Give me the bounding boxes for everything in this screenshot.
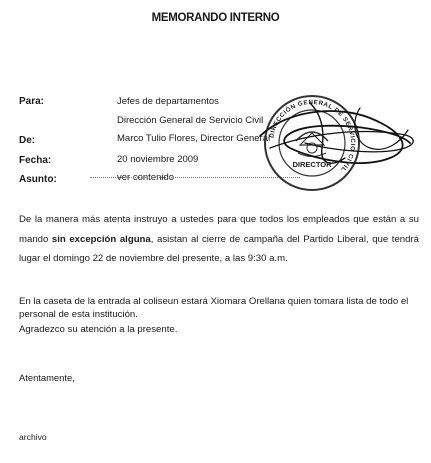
- memo-paragraph-3: Agradezco su atención a la presente.: [19, 324, 178, 335]
- seal-center-text: DIRECTOR: [292, 160, 332, 169]
- paragraph-1-text-a: De la manera más atenta instruyo a ustedes para que todos los empleados que están a su mando: [19, 214, 419, 245]
- de-value: Marco Tulio Flores, Director General: [117, 133, 271, 144]
- para-line1: Jefes de departamentos: [117, 96, 219, 107]
- fecha-label: Fecha:: [19, 155, 52, 166]
- archive-label: archivo: [19, 432, 47, 442]
- para-line2: Dirección General de Servicio Civil: [117, 115, 264, 126]
- memo-paragraph-1: [19, 210, 419, 269]
- fecha-value: 20 noviembre 2009: [117, 154, 199, 165]
- memo-title: MEMORANDO INTERNO: [151, 12, 280, 24]
- asunto-value: ver contenido: [117, 172, 175, 183]
- closing-text: Atentamente,: [19, 372, 75, 383]
- asunto-label: Asunto:: [19, 174, 57, 185]
- seal-ring-text: DIRECCIÓN GENERAL DE SERVICIO CIVIL: [268, 98, 357, 174]
- paragraph-1-emphasis: sin excepción alguna: [51, 233, 151, 245]
- paragraph-1-text-b: , asistan al cierre de campaña del Partido Liberal, que tendrá lugar el domingo 22 de noviembre del presente, a las 9:30 a.m.: [19, 233, 419, 264]
- memo-paragraph-2: En la caseta de la entrada al coliseun estará Xiomara Orellana quien tomara lista de todo el personal de esta institución.: [19, 296, 409, 320]
- de-label: De:: [19, 135, 36, 146]
- para-label: Para:: [19, 96, 45, 107]
- signature-icon: [250, 88, 420, 183]
